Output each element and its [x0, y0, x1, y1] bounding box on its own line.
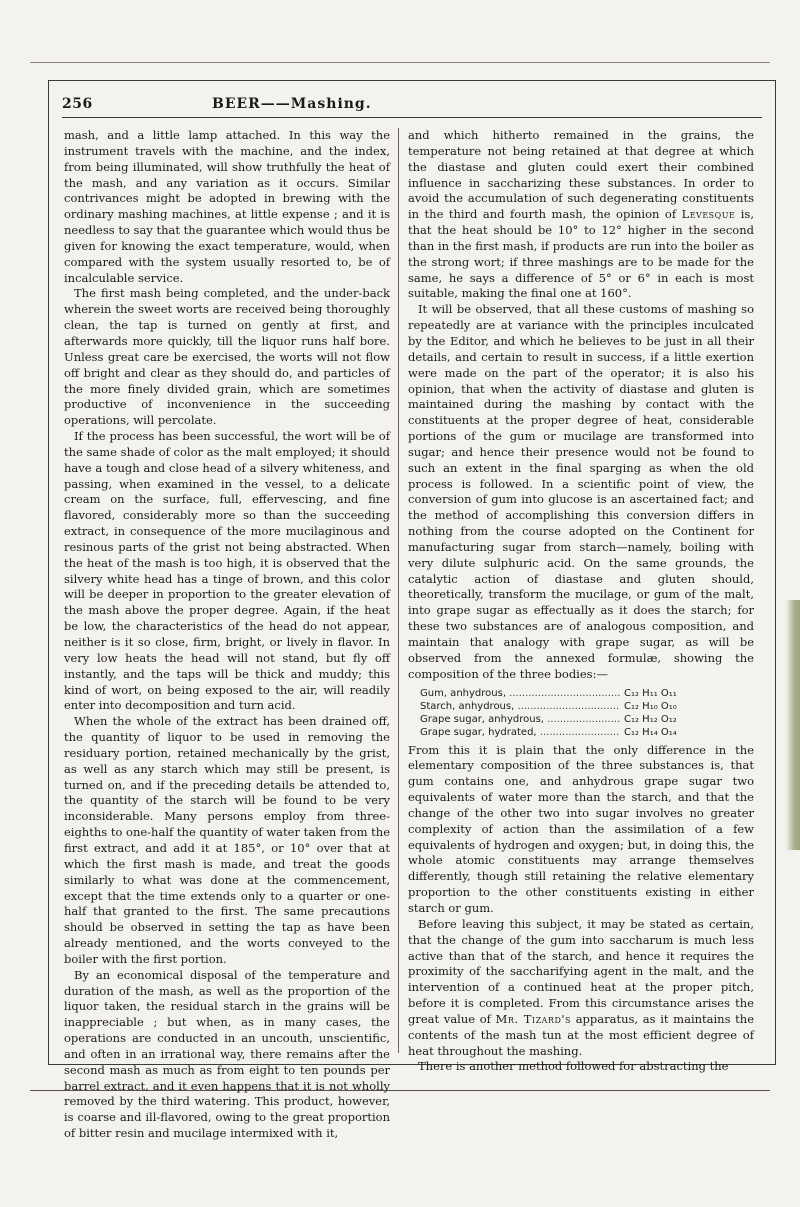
paragraph: By an economical disposal of the temperature and duration of the mash, as well as the proportion of the liquor taken, the residual starch in the grains will be inappreciable ; but when, as in many cases, the operations are conducted in an uncouth, unscientific, and often in an irrational way, there remains after the second mash as much as from eight to ten pounds per barrel extract, and it even happens that it is not wholly removed by the third watering. This product, however, is coarse and ill-flavored, owing to the great proportion of bitter resin and mucilage intermixed with it,: [64, 967, 390, 1141]
paragraph-text: is, that the heat should be 10° to 12° higher in the second than in the first mash, if products are run into the boiler as the strong wort; if three mashings are to be made for the same, he says a difference of 5° or 6° in each is most suitable, making the final one at 160°.: [408, 207, 754, 301]
paragraph: The first mash being completed, and the under-back wherein the sweet worts are received being thoroughly clean, the tap is turned on gently at first, and afterwards more quickly, till the liquor runs half bore. Unless great care be exercised, the worts will not flow off bright and clear as they should do, and particles of the more finely divided grain, which are sometimes productive of inconvenience in the succeeding operations, will percolate.: [64, 286, 390, 428]
formula-row: [420, 713, 754, 726]
top-edge-rule: [30, 62, 770, 63]
paragraph: If the process has been successful, the wort will be of the same shade of color as the malt employed; it should have a tough and close head of a silvery whiteness, and passing, when examined in the vessel, to a delicate cream on the surface, full, effervescing, and fine flavored, considerably more so than the succeeding extract, in consequence of the more mucilaginous and resinous parts of the grist not being abstracted. When the heat of the mash is too high, it is observed that the silvery white head has a tinge of brown, and this color will be deeper in proportion to the greater elevation of the mash above the proper degree. Again, if the heat be low, the characteristics of the head do not appear, neither is it so close, firm, bright, or lively in flavor. In very low heats the head will not stand, but fly off instantly, and the taps will be thick and muddy; this kind of wort, on being exposed to the air, will readily enter into decomposition and turn acid.: [64, 429, 390, 713]
paragraph: There is another method followed for abstracting the: [418, 1059, 729, 1074]
chemical-formula: C₁₂ H₁₂ O₁₂: [624, 713, 677, 725]
paragraph: When the whole of the extract has been drained off, the quantity of liquor to be used in removing the residuary portion, retained mechanically by the grist, as well as any starch which may still be present, is turned on, and if the preceding details be attended to, the quantity of the starch will be found to be very inconsiderable. Many persons employ from three-eighths to one-half the quantity of water taken from the first extract, and add it at 185°, or 10° over that at which the first mash is made, and treat the goods similarly to what was done at the commencement, except that the time extends only to a quarter or one-half that granted to the first. The same precautions should be observed in setting the tap as have been already mentioned, and the worts conveyed to the boiler with the first portion.: [64, 714, 391, 966]
chemical-formula: C₁₂ H₁₁ O₁₁: [624, 687, 677, 699]
book-spine-edge: [786, 600, 800, 850]
paragraph: [408, 917, 754, 1060]
substance-name: Grape sugar, hydrated, .....: [420, 726, 620, 739]
chemical-formula: C₁₂ H₁₄ O₁₄: [624, 726, 677, 738]
substance-name: Starch, anhydrous, .....: [420, 700, 620, 713]
paragraph-text: Before leaving this subject, it may be stated as certain, that the change of the gum into saccharum is much less active than that of the starch, and hence it requires the proximity of the saccharifying agent in the malt, and the intervention of a continued heat at the proper pitch, before it is completed. From this circumstance arises the great value of: [408, 916, 754, 1026]
column-divider: [398, 128, 399, 1053]
chemical-formula: C₁₂ H₁₀ O₁₀: [624, 700, 677, 712]
paragraph-text: and which hitherto remained in the grains, the temperature not being retained at that degree at which the diastase and gluten could exert their combined influence in saccharizing these substances. In order to avoid the accumulation of such degenerating constituents in the third and fourth mash, the opinion of: [408, 128, 754, 222]
author-name: Levesque: [681, 207, 736, 222]
left-column: [64, 128, 390, 1142]
right-column: [408, 128, 754, 1075]
substance-name: Grape sugar, anhydrous, .....: [420, 713, 620, 726]
paragraph: It will be observed, that all these customs of mashing so repeatedly are at variance with the principles inculcated by the Editor, and which he believes to be just in all their details, and certain to result in success, if a little exertion were made on the part of the operator; it is also his opinion, that when the activity of diastase and gluten is maintained during the mashing by contact with the constituents at the proper degree of heat, considerable portions of the gum or mucilage are transformed into sugar; and hence their presence would not be found to such an extent in the final sparging as when the old process is followed. In a scientific point of view, the conversion of gum into glucose is an ascertained fact; and the method of accomplishing this conversion differs in nothing from the course adopted on the Continent for manufacturing sugar from starch—namely, boiling with very dilute sulphuric acid. On the same grounds, the catalytic action of diastase and gluten should, theoretically, transform the mucilage, or gum of the malt, into grape sugar as effectually as it does the starch; for these two substances are of analogous composition, and maintain that analogy with grape sugar, as will be observed from the annexed formulæ, showing the composition of the three bodies:—: [408, 302, 754, 681]
header-rule: [62, 117, 762, 118]
paragraph: [408, 128, 754, 302]
formula-row: [420, 700, 754, 713]
formula-row: [420, 687, 754, 700]
running-head: BEER——Mashing.: [212, 96, 372, 112]
formulae-table: [420, 687, 754, 739]
author-name: Mr. Tizard's: [495, 1011, 572, 1026]
formula-row: [420, 726, 754, 739]
page-header: [62, 96, 762, 118]
substance-name: Gum, anhydrous, .....: [420, 687, 620, 700]
page-number: 256: [62, 96, 93, 112]
paragraph-text: apparatus, as it maintains the contents of the mash tun at the most efficient degree of heat throughout the mashing.: [408, 1011, 755, 1058]
paragraph: From this it is plain that the only difference in the elementary composition of the three substances is, that gum contains one, and anhydrous grape sugar two equivalents of water more than the starch, and that the change of the other two into sugar involves no greater complexity of action than the assimilation of a few equivalents of hydrogen and oxygen; but, in doing this, the whole atomic constituents may arrange themselves differently, though still retaining the relative elementary proportion to the other constituents existing in either starch or gum.: [408, 742, 754, 915]
paragraph: mash, and a little lamp attached. In this way the instrument travels with the machine, and the index, from being illuminated, will show truthfully the heat of the mash, and any variation as it occurs. Similar contrivances might be adopted in brewing with the ordinary mashing machines, at little expense ; and it is needless to say that the guarantee which would thus be given for knowing the exact temperature, would, when compared with the system usually resorted to, be of incalculable service.: [64, 128, 390, 285]
